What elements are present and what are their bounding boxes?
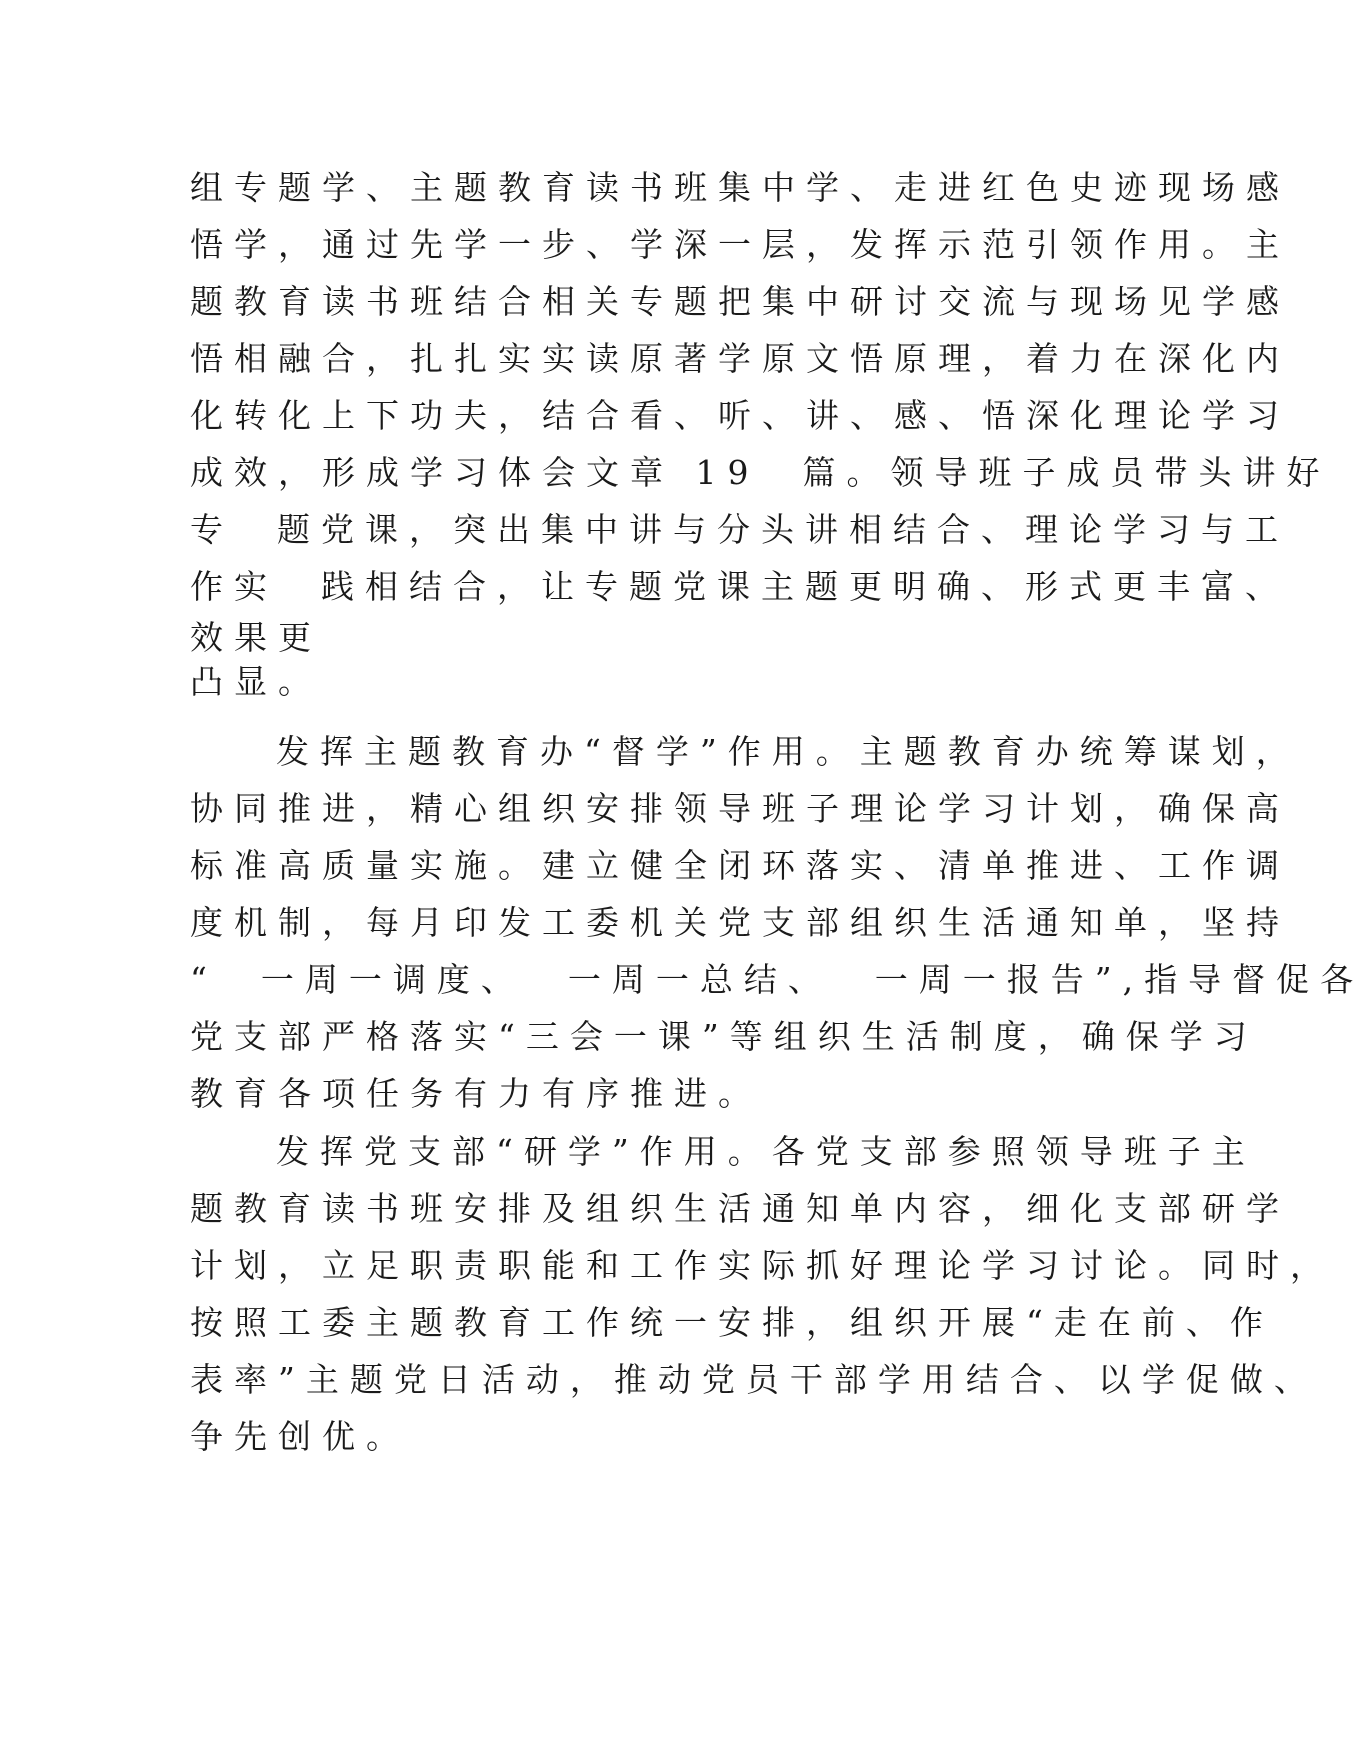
- paragraph-line: 作实 践相结合，让专题党课主题更明确、形式更丰富、: [190, 567, 1289, 606]
- paragraph-line: 教育各项任务有力有序推进。: [190, 1074, 762, 1113]
- paragraph-line: 悟学，通过先学一步、学深一层，发挥示范引领作用。主: [190, 225, 1290, 264]
- paragraph-line: 专 题党课，突出集中讲与分头讲相结合、理论学习与工: [190, 510, 1289, 549]
- paragraph-line: 题教育读书班安排及组织生活通知单内容，细化支部研学: [190, 1189, 1290, 1228]
- paragraph-line: 按照工委主题教育工作统一安排，组织开展“走在前、作: [190, 1303, 1274, 1342]
- paragraph-line: 组专题学、主题教育读书班集中学、走进红色史迹现场感: [190, 168, 1290, 207]
- paragraph-line: 题教育读书班结合相关专题把集中研讨交流与现场见学感: [190, 282, 1290, 321]
- paragraph-line: 党支部严格落实“三会一课”等组织生活制度，确保学习: [190, 1017, 1258, 1056]
- paragraph-line: 标准高质量实施。建立健全闭环落实、清单推进、工作调: [190, 846, 1290, 885]
- paragraph-line: 效果更: [190, 618, 322, 657]
- paragraph-line: 争先创优。: [190, 1417, 410, 1456]
- paragraph-line: 协同推进，精心组织安排领导班子理论学习计划，确保高: [190, 789, 1290, 828]
- paragraph-line: “ 一周一调度、 一周一总结、 一周一报告”,指导督促各: [190, 960, 1364, 999]
- paragraph-line: 发挥党支部“研学”作用。各党支部参照领导班子主: [190, 1132, 1256, 1171]
- paragraph-line: 凸显。: [190, 662, 322, 701]
- paragraph-line: 发挥主题教育办“督学”作用。主题教育办统筹谋划，: [190, 732, 1300, 771]
- paragraph-line: 计划，立足职责职能和工作实际抓好理论学习讨论。同时，: [190, 1246, 1334, 1285]
- paragraph-line: 悟相融合，扎扎实实读原著学原文悟原理，着力在深化内: [190, 339, 1290, 378]
- paragraph-line: 表率”主题党日活动，推动党员干部学用结合、以学促做、: [190, 1360, 1318, 1399]
- paragraph-line: 成效，形成学习体会文章 19 篇。领导班子成员带头讲好: [190, 453, 1331, 492]
- paragraph-line: 度机制，每月印发工委机关党支部组织生活通知单，坚持: [190, 903, 1290, 942]
- paragraph-line: 化转化上下功夫，结合看、听、讲、感、悟深化理论学习: [190, 396, 1290, 435]
